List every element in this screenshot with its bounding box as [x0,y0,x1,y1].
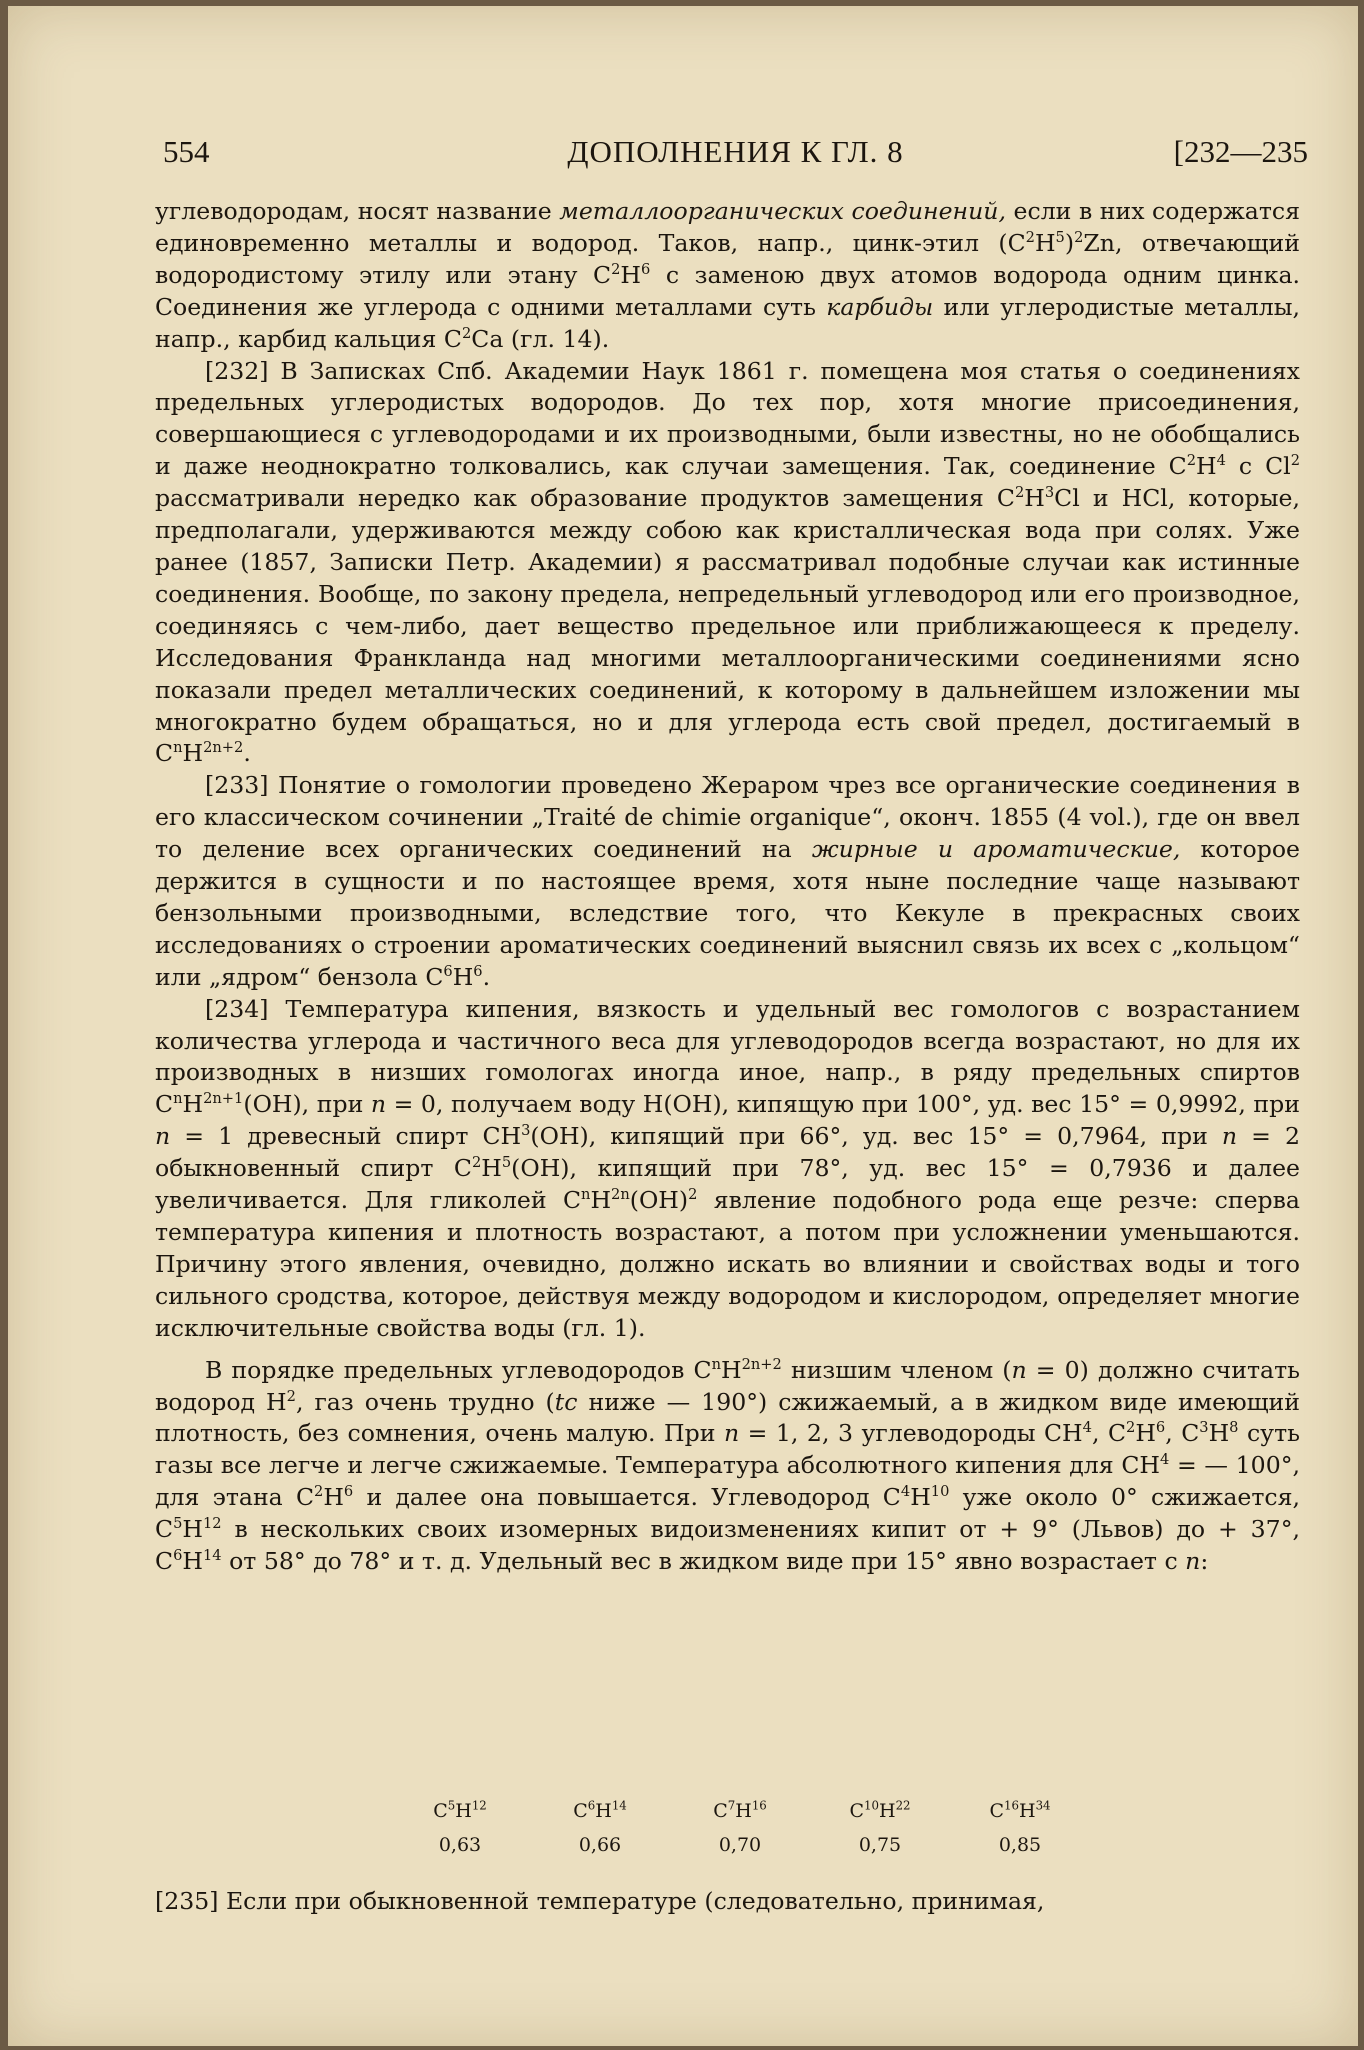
italic-text: металлоорганических соединений, [559,197,1006,225]
header-title: ДОПОЛНЕНИЯ К ГЛ. 8 [567,134,904,169]
superscript: 14 [611,1798,627,1813]
italic-text: n [1221,1122,1238,1151]
superscript: 5 [501,1154,512,1172]
text-run: с заменою двух атомов водорода одним цинка. Соединения же углерода с одними металлами суть [155,260,1301,321]
text-run: или углеродистые металлы, напр., карбид кальция C [155,292,1301,353]
text-run: H [182,1547,203,1576]
superscript: 16 [1004,1798,1019,1813]
table-row [390,1800,1090,1822]
text-run: . [482,962,491,991]
text-run: от 58° до 78° и т. д. Удельный вес в жидком виде при 15° явно возрастает с [221,1547,1186,1576]
superscript: 2 [1126,1419,1136,1437]
superscript: 16 [751,1798,767,1813]
text-run: C [849,1800,864,1822]
text-run: C [713,1800,728,1822]
text-run: . [243,739,251,768]
superscript: 5 [447,1798,456,1813]
value-cell: 0,75 [858,1834,902,1856]
superscript: 22 [895,1798,911,1813]
text-run: H [1034,228,1056,257]
paragraph [155,994,1300,1345]
text-run: Zn, отвечающий водородистому этилу или этану C [155,228,1300,289]
superscript: 2 [1290,452,1301,470]
superscript: 8 [1229,1419,1239,1437]
formula-cell [670,1800,810,1822]
note-range: [232—235 [1173,134,1308,169]
text-run: : [1200,1547,1209,1576]
text-run: низшим членом ( [781,1355,1012,1384]
text-run: H [323,1483,344,1512]
page-number: 554 [163,134,210,169]
superscript: 12 [471,1798,487,1813]
text-run: с Cl [1225,452,1291,481]
text-run: H [721,1355,742,1384]
superscript: 2n+1 [203,1090,244,1108]
table-row [390,1834,1090,1856]
text-run: рассматривали нередко как образование продуктов замещения C [155,484,1015,513]
italic-text: tc [554,1387,578,1416]
superscript: 6 [443,962,453,980]
value-cell: 0,66 [578,1834,622,1856]
text-run: H [481,1154,502,1183]
paragraph [155,1355,1300,1578]
superscript: 6 [473,962,483,980]
superscript: 5 [1055,229,1065,247]
superscript: 4 [1159,1451,1170,1469]
text-run: H [1208,1419,1230,1448]
text-run: H [878,1800,896,1822]
note-235-first-line: [235] Если при обыкновенной температуре (следовательно, принимая, [155,1887,1045,1915]
superscript: n [581,1186,591,1204]
text-run: H [182,1515,203,1544]
text-run: Ca (гл. 14). [471,324,610,353]
text-run: H [595,1800,612,1822]
superscript: 2 [314,1483,324,1501]
value-cell: 0,70 [718,1834,762,1856]
superscript: 4 [1082,1419,1092,1437]
italic-text: n [1011,1355,1027,1384]
superscript: 2 [1025,229,1035,247]
superscript: 2 [1014,484,1025,502]
superscript: 10 [930,1483,950,1501]
text-run: H [182,1090,204,1119]
text-run: углеводородам, носят название [155,197,560,225]
text-run: H [1135,1419,1156,1448]
text-run: C [573,1800,588,1822]
text-run: = — 100°, для этана C [155,1451,1300,1512]
text-run: ) [1064,228,1075,257]
density-table [390,1800,1090,1856]
superscript: 3 [1199,1419,1209,1437]
text-run: суть газы все легче и легче сжижаемые. Температура абсолютного кипения для CH [155,1419,1300,1480]
superscript: 3 [1044,484,1055,502]
text-run: уже около 0° сжижается, C [155,1483,1301,1544]
text-run: C [433,1800,448,1822]
superscript: n [173,1090,183,1108]
text-run: = 0) должно считать водород H [155,1355,1300,1416]
formula-cell [530,1800,670,1822]
text-run: Cl и HCl, которые, предполагали, удерживаются между собою как кристаллическая вода при солях. Уже ранее (1857, Записки Петр. Академии) я рассматривал подобные случаи как истинные соединения. Вообще, по закону предела, непредельный углеводород или его производное, соединяясь с чем-либо, дает вещество предельное или приближающееся к пределу. Исследования Франкланда над многими металлоорганическими соединениями ясно показали предел металлических соединений, к которому в дальнейшем изложении мы многократно будем обращаться, но и для углерода есть свой предел, достигаемый в C [155,484,1300,768]
paragraph [155,196,1300,356]
superscript: 6 [640,260,651,278]
formula-cell [390,1800,530,1822]
text-run: (OH), при [243,1090,371,1119]
superscript: 2 [611,260,621,278]
text-run: H [1024,484,1045,513]
superscript: 2 [286,1387,296,1405]
text-run: = 1 древесный спирт CH [170,1122,522,1151]
superscript: 5 [173,1515,183,1533]
text-run: H [735,1800,752,1822]
superscript: 6 [173,1547,183,1565]
text-run: если в них содержатся единовременно металлы и водород. Таков, напр., цинк-этил (C [155,197,1300,257]
superscript: 14 [202,1547,222,1565]
text-run: H [182,739,204,768]
superscript: 2n+2 [203,739,244,757]
superscript: 7 [727,1798,736,1813]
italic-text: n [723,1419,740,1448]
text-run: , C [1165,1419,1200,1448]
superscript: 6 [1155,1419,1166,1437]
superscript: 2n [611,1186,630,1204]
text-run: (OH), кипящий при 66°, уд. вес 15° = 0,7964, при [530,1122,1222,1151]
italic-text: n [155,1122,171,1151]
superscript: n [173,739,183,757]
running-header [163,134,1308,182]
text-run: [234] Температура кипения, вязкость и удельный вес гомологов с возрастанием количества углерода и частичного веса для углеводородов всегда возрастают, но для их производных в низших гомологах иногда иное, напр., в ряду предельных спиртов C [155,994,1300,1119]
text-run: = 1, 2, 3 углеводороды CH [739,1419,1083,1448]
italic-text: карбиды [826,292,934,321]
text-run: H [620,260,641,289]
superscript: 2 [688,1186,698,1204]
text-run: которое держится в сущности и по настоящее время, хотя ныне последние чаще называют бензольными производными, вследствие того, что Кекуле в прекрасных своих исследованиях о строении ароматических соединений выяснил связь их всех с „кольцом“ или „ядром“ бензола C [155,835,1300,991]
text-run: В порядке предельных углеводородов C [205,1355,712,1384]
text-run: H [1196,452,1217,481]
text-run: = 0, получаем воду H(OH), кипящую при 100°, уд. вес 15° = 0,9992, при [386,1090,1300,1119]
superscript: 4 [900,1483,911,1501]
superscript: 6 [343,1483,354,1501]
text-run: явление подобного рода еще резче: сперва температура кипения и плотность возрастают, а потом при усложнении уменьшаются. Причину этого явления, очевидно, должно искать во влиянии и свойствах воды и того сильного сродства, которое, действуя между водородом и кислородом, определяет многие исключительные свойства воды (гл. 1). [155,1186,1300,1342]
paragraph [155,356,1300,771]
superscript: 4 [1216,452,1226,470]
text-run: [232] В Записках Спб. Академии Наук 1861 г. помещена моя статья о соединениях предельных углеродистых водородов. До тех пор, хотя многие присоединения, совершающиеся с углеводородами и их производными, были известны, но не обобщались и даже неоднократно толковались, как случаи замещения. Так, соединение C [155,356,1300,481]
text-run: ниже — 190°) сжижаемый, а в жидком виде имеющий плотность, без сомнения, очень малую. При [155,1387,1300,1448]
italic-text: n [370,1090,387,1119]
value-cell: 0,85 [998,1834,1042,1856]
text-run: (OH) [629,1186,689,1215]
superscript: 2 [1186,452,1197,470]
text-run: H [455,1800,472,1822]
superscript: 3 [521,1122,531,1140]
superscript: 2n+2 [741,1355,782,1373]
text-run: H [1018,1800,1036,1822]
italic-text: n [1185,1547,1201,1576]
superscript: 6 [587,1798,596,1813]
text-run: C [989,1800,1004,1822]
main-text [155,196,1300,1578]
text-run: H [590,1186,612,1215]
paragraph [155,770,1300,993]
text-run: и далее она повышается. Углеводород C [353,1483,901,1512]
value-cell: 0,63 [438,1834,482,1856]
italic-text: жирные и ароматические, [811,835,1181,864]
superscript: 2 [461,324,472,342]
text-run: = 2 обыкновенный спирт C [155,1122,1301,1183]
text-run: H [452,962,474,991]
superscript: 10 [864,1798,879,1813]
text-run: , газ очень трудно ( [295,1387,555,1416]
text-run: , C [1091,1419,1126,1448]
text-run: в нескольких своих изомерных видоизменениях кипит от + 9° (Львов) до + 37°, C [155,1515,1300,1576]
formula-cell [810,1800,950,1822]
superscript: 2 [471,1154,482,1172]
text-run: [233] Понятие о гомологии проведено Жераром чрез все органические соединения в его классическом сочинении „Traité de chimie organique“, оконч. 1855 (4 vol.), где он ввел то деление всех органических соединений на [155,771,1300,864]
formula-cell [950,1800,1090,1822]
superscript: n [711,1355,721,1373]
text-run: (OH), кипящий при 78°, уд. вес 15° = 0,7936 и далее увеличивается. Для гликолей C [155,1154,1300,1215]
text-run: H [910,1483,931,1512]
superscript: 34 [1035,1798,1051,1813]
superscript: 2 [1074,229,1084,247]
superscript: 12 [202,1515,222,1533]
